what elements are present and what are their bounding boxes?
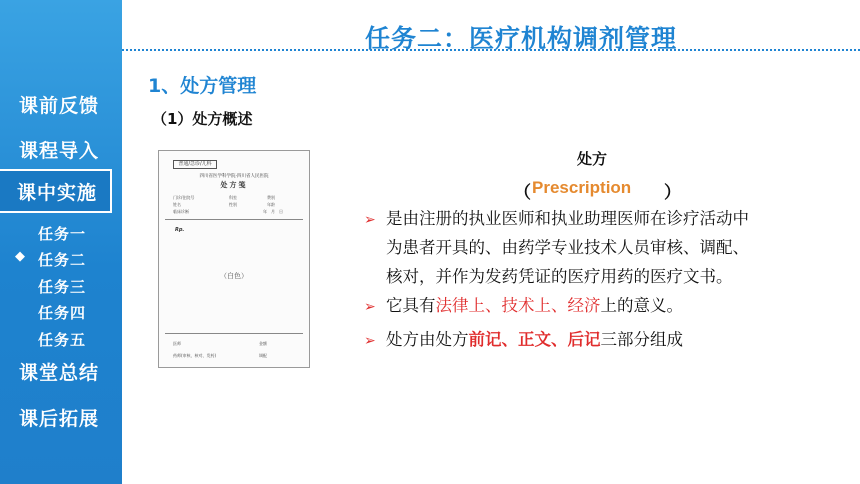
diamond-bullet-icon: ◆: [15, 249, 25, 264]
form-color-note: （白色）: [220, 272, 248, 280]
form-stamp: 普通/急诊/儿科: [173, 160, 217, 169]
bullet-significance-prefix: 它具有: [386, 296, 436, 315]
form-name: 处方笺: [220, 181, 248, 189]
bullet-composition: [386, 325, 683, 354]
form-field: 医师: [173, 341, 181, 346]
arrow-bullet-icon: ➢: [364, 212, 376, 228]
form-rp: Rp.: [175, 227, 185, 233]
bullet-composition-highlight: 前记、正文、后记: [468, 330, 601, 349]
term-open-paren: （: [514, 183, 531, 203]
form-field: 门诊/住院号: [173, 195, 195, 200]
form-field: 临床诊断: [173, 209, 189, 214]
arrow-bullet-icon: ➢: [364, 333, 376, 349]
title-divider: [122, 49, 860, 51]
form-field: 姓名: [173, 202, 181, 207]
arrow-bullet-icon: ➢: [364, 299, 376, 315]
bullet-definition-line: 核对，并作为发药凭证的医疗用药的医疗文书。: [386, 267, 733, 286]
page-title: 任务二：医疗机构调剂管理: [365, 24, 678, 53]
sidebar-subitem-task3[interactable]: 任务三: [38, 278, 87, 296]
form-field: 科室: [229, 195, 237, 200]
form-field: 调配: [259, 353, 267, 358]
sidebar-item-extension[interactable]: 课后拓展: [19, 408, 100, 430]
bullet-composition-prefix: 处方由处方: [386, 330, 469, 349]
bullet-definition: [386, 204, 749, 291]
sidebar-subitem-task4[interactable]: 任务四: [38, 304, 87, 322]
form-field: 年龄: [267, 202, 275, 207]
prescription-form-image: [158, 150, 310, 368]
bullet-definition-line: 为患者开具的、由药学专业技术人员审核、调配、: [386, 238, 749, 257]
form-hospital: 四川省医学科学院·四川省人民医院: [199, 174, 269, 179]
section-title: 1、处方管理: [148, 75, 257, 97]
term-title: 处方: [577, 150, 608, 168]
bullet-significance: [386, 291, 683, 320]
sidebar-item-implementation[interactable]: 课中实施: [17, 182, 98, 204]
form-rule: [165, 333, 303, 334]
sidebar-subitem-task1[interactable]: 任务一: [38, 225, 87, 243]
bullet-significance-suffix: 上的意义。: [600, 296, 683, 315]
subsection-title: （1）处方概述: [152, 110, 253, 128]
term-close-paren: ）: [664, 183, 681, 203]
bullet-composition-suffix: 三部分组成: [600, 330, 683, 349]
form-field: 年 月 日: [263, 209, 283, 214]
sidebar-item-intro[interactable]: 课程导入: [19, 140, 100, 162]
term-english: Prescription: [532, 178, 632, 197]
form-field: 药师(审核、核对、发药): [173, 353, 217, 358]
sidebar-item-summary[interactable]: 课堂总结: [19, 362, 100, 384]
bullet-significance-highlight: 法律上、技术上、经济: [435, 296, 601, 315]
sidebar-subitem-task5[interactable]: 任务五: [38, 331, 87, 349]
form-rule: [165, 219, 303, 220]
form-field: 金额: [259, 341, 267, 346]
bullet-definition-line: 是由注册的执业医师和执业助理医师在诊疗活动中: [386, 209, 749, 228]
form-field: 费别: [267, 195, 275, 200]
sidebar-item-feedback[interactable]: 课前反馈: [19, 95, 100, 117]
sidebar-subitem-task2[interactable]: 任务二: [38, 251, 87, 269]
form-field: 性别: [229, 202, 237, 207]
